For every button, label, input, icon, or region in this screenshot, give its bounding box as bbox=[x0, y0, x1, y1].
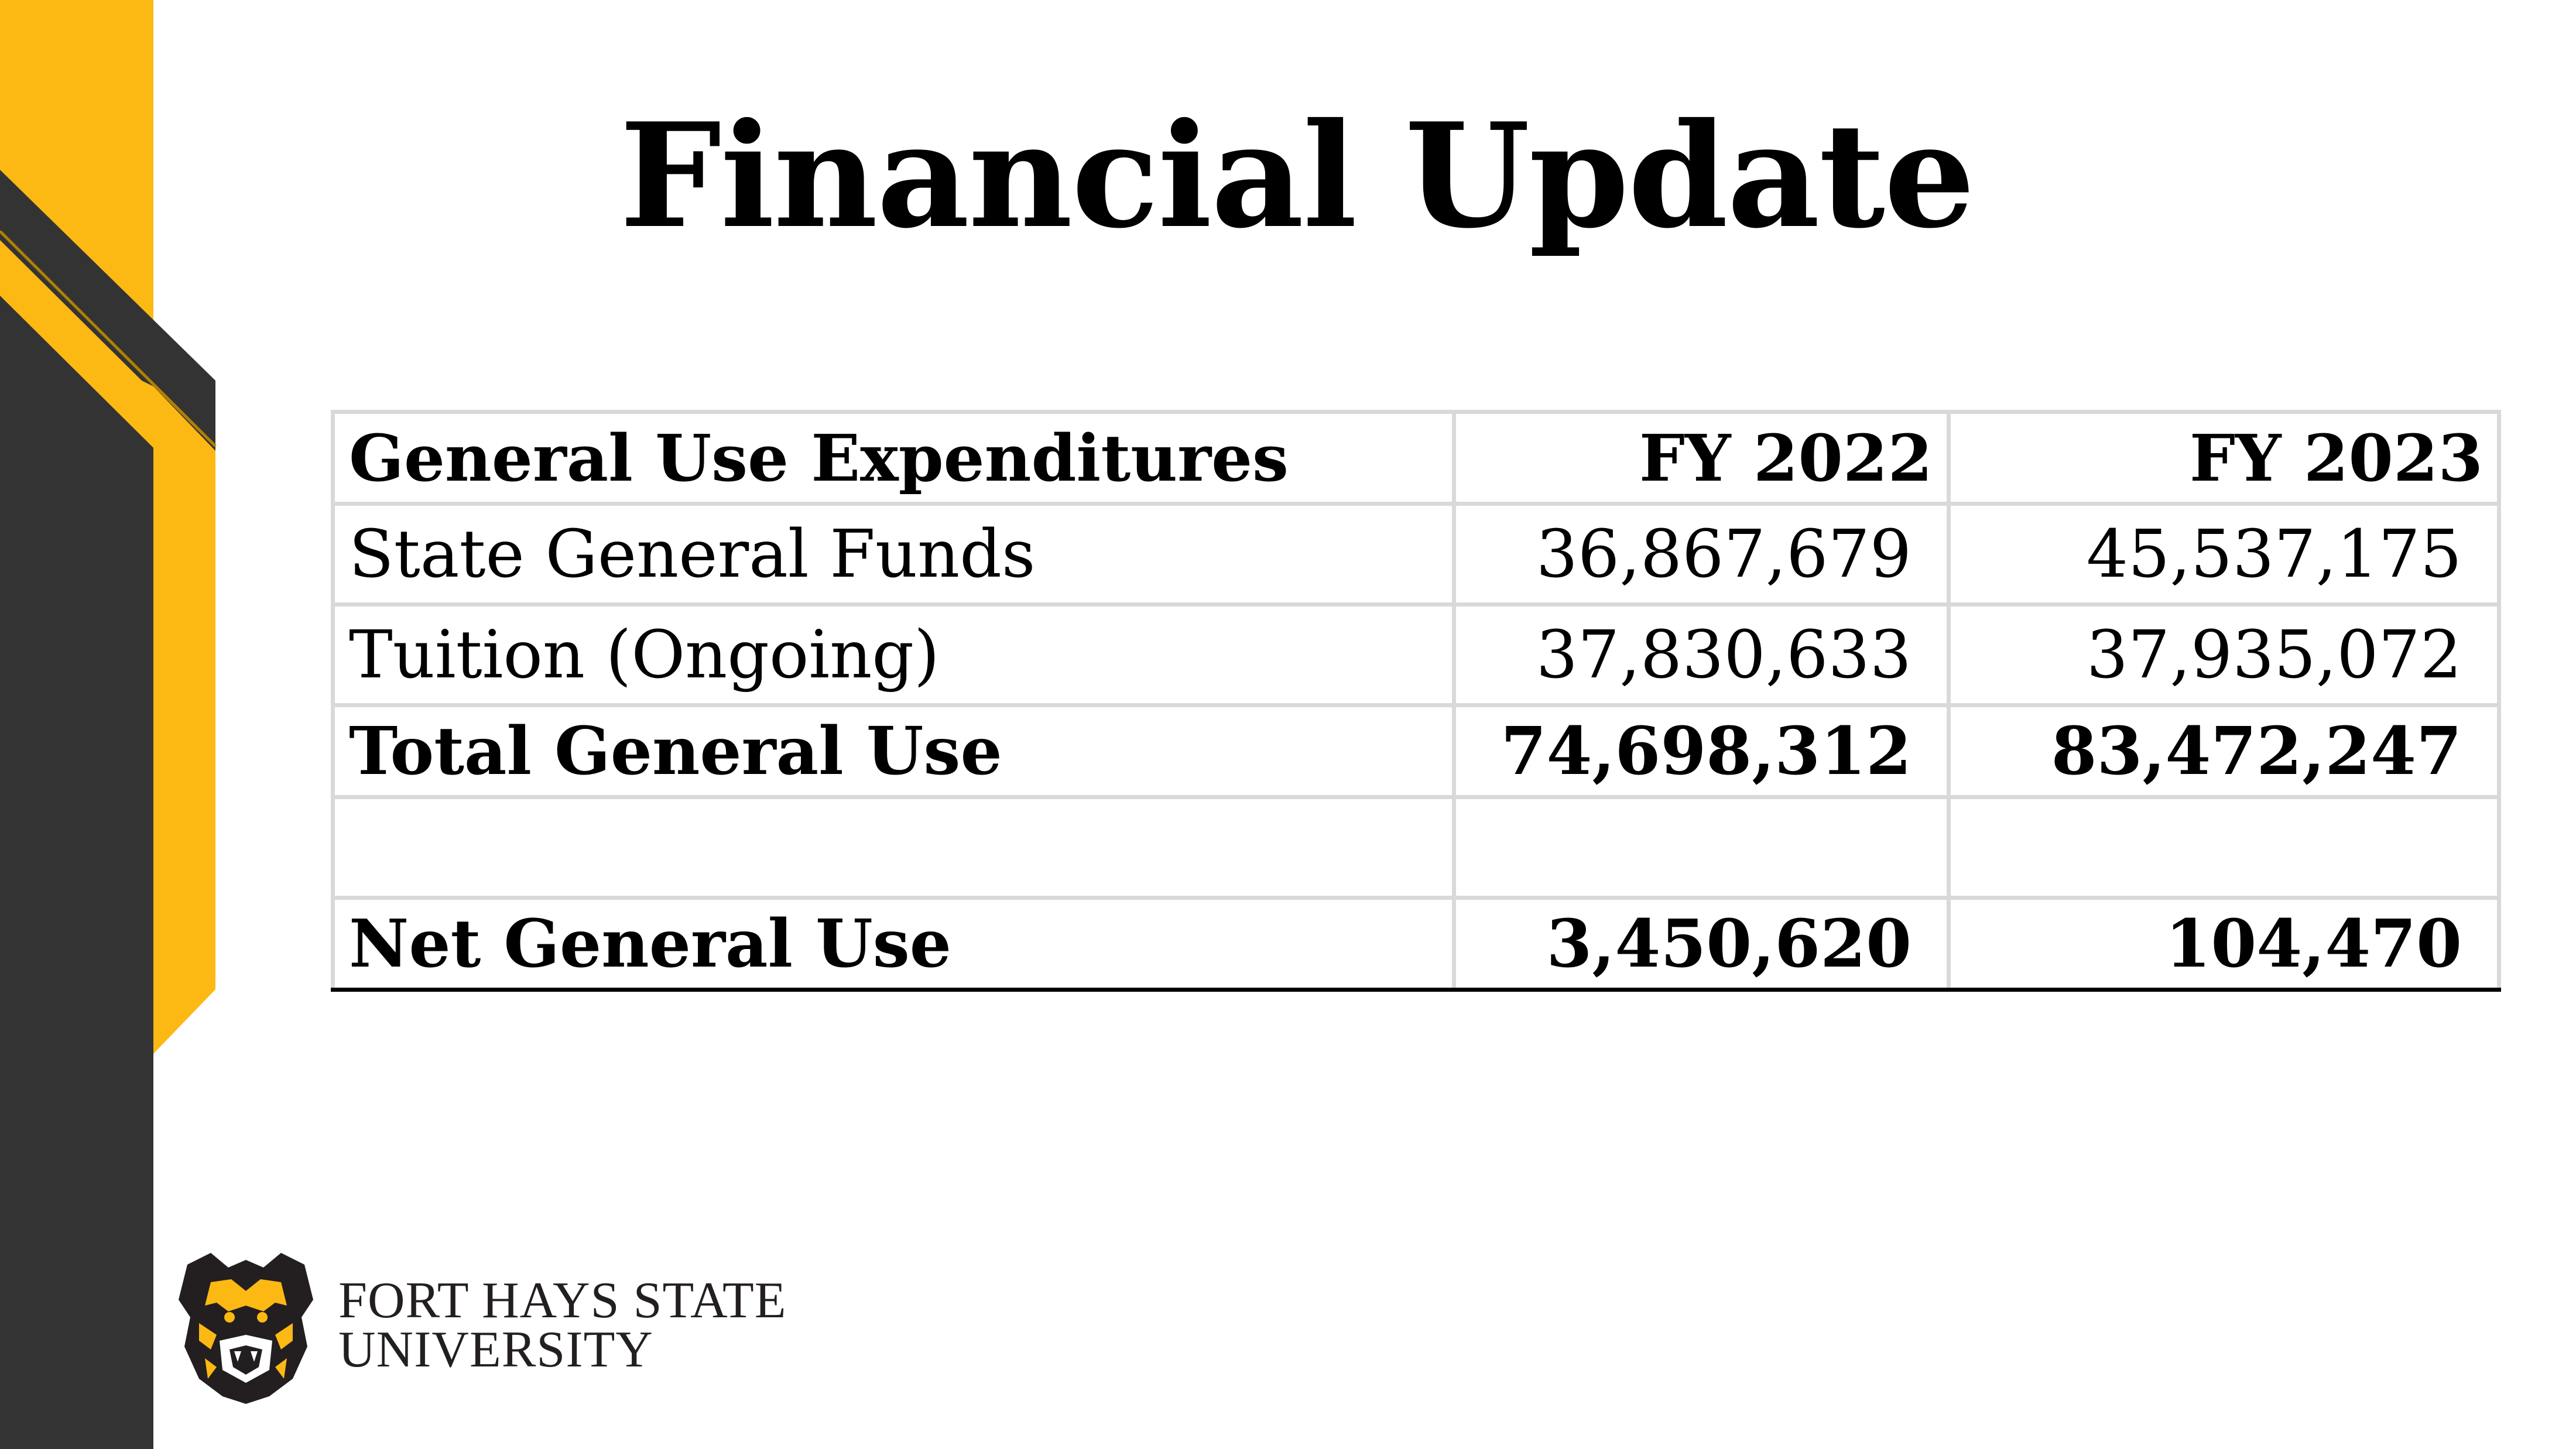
charcoal-band-lower bbox=[0, 287, 153, 1449]
net-value-fy2023: 104,470 bbox=[1949, 898, 2499, 990]
university-logo bbox=[176, 1247, 849, 1411]
total-value-fy2022: 74,698,312 bbox=[1454, 705, 1949, 797]
blank-cell bbox=[333, 797, 1454, 898]
net-label: Net General Use bbox=[333, 898, 1454, 990]
row-value-fy2022: 36,867,679 bbox=[1454, 504, 1949, 605]
total-row bbox=[333, 705, 2499, 797]
university-wordmark bbox=[338, 1272, 787, 1378]
header-cell-label: General Use Expenditures bbox=[333, 412, 1454, 504]
table-row bbox=[333, 504, 2499, 605]
row-label: State General Funds bbox=[333, 504, 1454, 605]
total-value-fy2023: 83,472,247 bbox=[1949, 705, 2499, 797]
row-value-fy2023: 37,935,072 bbox=[1949, 605, 2499, 705]
net-value-fy2022: 3,450,620 bbox=[1454, 898, 1949, 990]
header-cell-fy2023: FY 2023 bbox=[1949, 412, 2499, 504]
wordmark-line-2: UNIVERSITY bbox=[338, 1321, 653, 1378]
row-value-fy2022: 37,830,633 bbox=[1454, 605, 1949, 705]
blank-cell bbox=[1454, 797, 1949, 898]
blank-cell bbox=[1949, 797, 2499, 898]
header-cell-fy2022: FY 2022 bbox=[1454, 412, 1949, 504]
tiger-mascot-icon bbox=[176, 1247, 316, 1405]
row-value-fy2023: 45,537,175 bbox=[1949, 504, 2499, 605]
net-row bbox=[333, 898, 2499, 990]
table-header-row bbox=[333, 412, 2499, 504]
general-use-expenditures-table bbox=[331, 410, 2501, 992]
blank-row bbox=[333, 797, 2499, 898]
row-label: Tuition (Ongoing) bbox=[333, 605, 1454, 705]
total-label: Total General Use bbox=[333, 705, 1454, 797]
wordmark-line-1: FORT HAYS STATE bbox=[338, 1272, 787, 1329]
table-row bbox=[333, 605, 2499, 705]
slide-title: Financial Update bbox=[619, 91, 1974, 260]
